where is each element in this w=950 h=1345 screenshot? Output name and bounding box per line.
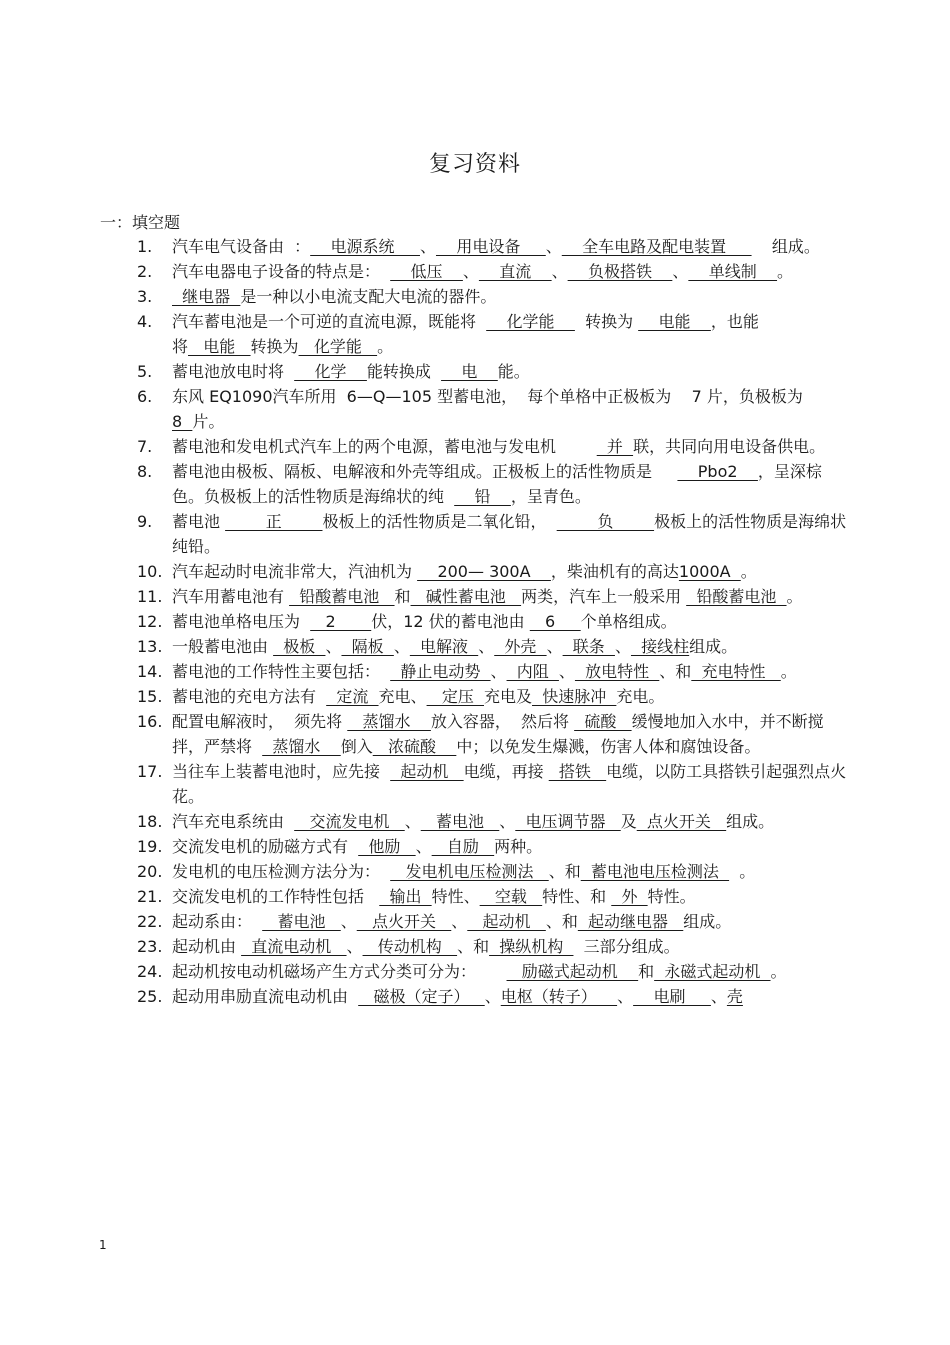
question-segment: 。: [377, 337, 394, 356]
question-number: 24.: [137, 962, 163, 981]
question-text: [172, 259, 848, 284]
answer-blank: 电: [441, 362, 498, 381]
question-segment: 蓄电池和发电机式汽车上的两个电源，蓄电池与发电机: [172, 437, 597, 456]
question-segment: 组成。: [726, 812, 775, 831]
question-text: [172, 309, 848, 359]
answer-blank: 电能: [188, 337, 251, 356]
answer-blank: 用电设备: [435, 237, 546, 256]
answer-blank: 传动机构: [362, 937, 458, 956]
answer-blank: 外壳: [494, 637, 547, 656]
question-text: [172, 984, 848, 1009]
question-segment: 片。: [192, 412, 225, 431]
answer-blank: 外: [611, 887, 648, 906]
question-segment: 、: [340, 912, 357, 931]
question-segment: 蓄电池: [172, 512, 226, 531]
question-segment: 起动机由: [172, 937, 242, 956]
question-text: [172, 284, 848, 309]
answer-blank: 全车电路及配电装置: [561, 237, 752, 256]
question-number: 17.: [137, 762, 163, 781]
question-number: 25.: [137, 987, 163, 1006]
answer-blank: 蒸馏水: [262, 737, 341, 756]
question-list: [0, 234, 950, 1009]
question-number: 20.: [137, 862, 163, 881]
question-segment: 、和: [659, 662, 692, 681]
answer-blank: 极板: [273, 637, 326, 656]
question-item: [0, 559, 950, 584]
question-item: [0, 809, 950, 834]
question-item: [0, 759, 950, 809]
answer-blank: 蒸馏水: [347, 712, 431, 731]
question-text: [172, 584, 848, 609]
answer-blank: 点火开关: [636, 812, 727, 831]
question-number: 15.: [137, 687, 163, 706]
question-text: [172, 659, 848, 684]
question-text: [172, 609, 848, 634]
question-segment: 倒入: [340, 737, 373, 756]
question-segment: 、: [346, 937, 363, 956]
answer-blank: 负极搭铁: [567, 262, 673, 281]
answer-blank: 硫酸: [574, 712, 632, 731]
answer-blank: 自励: [431, 837, 495, 856]
answer-blank: 电解液: [409, 637, 479, 656]
question-segment: 、: [490, 662, 507, 681]
question-segment: 蓄电池的工作特性主要包括：: [172, 662, 391, 681]
question-item: [0, 259, 950, 284]
answer-blank: 负: [556, 512, 655, 531]
question-text: [172, 684, 848, 709]
answer-blank: 铅酸蓄电池: [686, 587, 787, 606]
question-item: [0, 684, 950, 709]
question-text: [172, 709, 848, 759]
question-segment: 充电。: [616, 687, 665, 706]
question-segment: 、: [546, 637, 563, 656]
question-segment: 转换为: [250, 337, 299, 356]
answer-blank: 充电特性: [691, 662, 781, 681]
question-segment: ，呈青色。: [510, 487, 591, 506]
question-number: 18.: [137, 812, 163, 831]
question-segment: 极板上的活性物质是二氧化铅，: [322, 512, 557, 531]
question-segment: 交流发电机的励磁方式有: [172, 837, 359, 856]
question-segment: 起动系由：: [172, 912, 263, 931]
question-item: [0, 359, 950, 384]
question-segment: 、: [672, 262, 689, 281]
question-segment: 和: [394, 587, 411, 606]
answer-blank: 起动机: [467, 912, 546, 931]
answer-blank: 电枢（转子）: [500, 987, 618, 1006]
question-segment: 两种。: [494, 837, 543, 856]
answer-blank: 电刷: [633, 987, 711, 1006]
answer-blank: 起动继电器: [577, 912, 684, 931]
question-text: [172, 384, 848, 434]
question-number: 3.: [137, 287, 153, 306]
question-item: [0, 934, 950, 959]
question-segment: 、: [617, 987, 634, 1006]
question-segment: 、和: [548, 862, 581, 881]
question-segment: 、: [545, 237, 562, 256]
answer-blank: 内阻: [506, 662, 559, 681]
question-segment: 蓄电池单格电压为: [172, 612, 311, 631]
question-item: [0, 284, 950, 309]
question-number: 4.: [137, 312, 153, 331]
answer-blank: 低压: [390, 262, 463, 281]
question-number: 22.: [137, 912, 163, 931]
question-number: 23.: [137, 937, 163, 956]
question-segment: 充电、: [378, 687, 427, 706]
question-text: [172, 459, 848, 509]
question-number: 10.: [137, 562, 163, 581]
question-segment: 转换为: [574, 312, 639, 331]
question-segment: 蓄电池由极板、隔板、电解液和外壳等组成。正极板上的活性物质是: [172, 462, 678, 481]
answer-blank: 永磁式起动机: [654, 962, 771, 981]
question-text: [172, 859, 848, 884]
question-segment: 起动用串励直流电动机由: [172, 987, 359, 1006]
question-number: 14.: [137, 662, 163, 681]
question-segment: 特性、: [431, 887, 480, 906]
question-text: [172, 909, 848, 934]
question-item: [0, 859, 950, 884]
question-item: [0, 459, 950, 509]
question-text: [172, 559, 848, 584]
question-segment: 当往车上装蓄电池时，应先接: [172, 762, 391, 781]
question-number: 12.: [137, 612, 163, 631]
question-number: 16.: [137, 712, 163, 731]
question-segment: 伏，12 伏的蓄电池由: [371, 612, 530, 631]
question-segment: 、: [462, 262, 479, 281]
question-number: 2.: [137, 262, 153, 281]
question-number: 9.: [137, 512, 153, 531]
question-number: 11.: [137, 587, 163, 606]
question-segment: 组成。: [683, 912, 732, 931]
question-number: 7.: [137, 437, 153, 456]
question-segment: 、: [393, 637, 410, 656]
question-item: [0, 884, 950, 909]
question-segment: 特性、和: [542, 887, 612, 906]
question-segment: 两类，汽车上一般采用: [521, 587, 687, 606]
question-item: [0, 834, 950, 859]
question-item: [0, 509, 950, 559]
answer-blank: 正: [225, 512, 323, 531]
question-item: [0, 234, 950, 259]
answer-blank: 静止电动势: [390, 662, 491, 681]
answer-blank: 化学能: [486, 312, 575, 331]
question-number: 13.: [137, 637, 163, 656]
answer-blank: 壳: [726, 987, 743, 1006]
answer-blank: 定压: [426, 687, 484, 706]
question-segment: 电缆，再接: [463, 762, 549, 781]
answer-blank: 200— 300A: [417, 562, 551, 581]
question-segment: 组成。: [689, 637, 738, 656]
question-text: [172, 634, 848, 659]
answer-blank: 联条: [562, 637, 615, 656]
question-segment: 中；以免发生爆溅，伤害人体和腐蚀设备。: [456, 737, 761, 756]
question-text: [172, 884, 848, 909]
answer-blank: 8: [172, 412, 193, 431]
question-text: [172, 759, 848, 809]
question-item: [0, 709, 950, 759]
question-number: 19.: [137, 837, 163, 856]
answer-blank: 磁极（定子）: [358, 987, 485, 1006]
answer-blank: 隔板: [341, 637, 394, 656]
answer-blank: 化学能: [298, 337, 378, 356]
question-item: [0, 309, 950, 359]
question-text: [172, 359, 848, 384]
question-item: [0, 609, 950, 634]
question-segment: ，也能将: [172, 312, 759, 356]
answer-blank: 蓄电池电压检测法: [580, 862, 730, 881]
question-number: 6.: [137, 387, 153, 406]
question-segment: 能转换成: [366, 362, 442, 381]
question-segment: 、: [614, 637, 631, 656]
question-segment: 、: [710, 987, 727, 1006]
answer-blank: 电源系统: [310, 237, 420, 256]
question-segment: 是一种以小电流支配大电流的器件。: [240, 287, 497, 306]
question-item: [0, 959, 950, 984]
answer-blank: 励磁式起动机: [506, 962, 639, 981]
question-segment: ，柴油机有的高达: [550, 562, 679, 581]
answer-blank: 发电机电压检测法: [390, 862, 549, 881]
answer-blank: 继电器: [172, 287, 241, 306]
question-text: [172, 934, 848, 959]
question-text: [172, 834, 848, 859]
question-segment: 。: [740, 562, 757, 581]
answer-blank: 单线制: [688, 262, 778, 281]
answer-blank: 电能: [638, 312, 711, 331]
answer-blank: 定流: [326, 687, 379, 706]
question-segment: ，呈深棕色。负极板上的活性物质是海绵状的纯: [172, 462, 822, 506]
question-segment: 汽车充电系统由: [172, 812, 295, 831]
question-segment: 起动机按电动机磁场产生方式分类可分为：: [172, 962, 507, 981]
question-segment: 汽车起动时电流非常大，汽油机为: [172, 562, 418, 581]
answer-blank: 6: [529, 612, 581, 631]
question-segment: 发电机的电压检测方法分为：: [172, 862, 391, 881]
question-segment: 、: [499, 812, 516, 831]
answer-blank: 碱性蓄电池: [410, 587, 522, 606]
question-item: [0, 984, 950, 1009]
question-text: [172, 809, 848, 834]
question-segment: 、: [484, 987, 501, 1006]
question-segment: 三部分组成。: [573, 937, 680, 956]
question-item: [0, 584, 950, 609]
question-segment: 及: [620, 812, 637, 831]
answer-blank: 并: [596, 437, 634, 456]
question-segment: 能。: [497, 362, 530, 381]
question-item: [0, 434, 950, 459]
question-text: [172, 509, 848, 559]
answer-blank: 他励: [358, 837, 416, 856]
answer-blank: 化学: [294, 362, 367, 381]
answer-blank: 交流发电机: [294, 812, 405, 831]
question-segment: 蓄电池的充电方法有: [172, 687, 327, 706]
question-segment: 东风 EQ1090汽车所用 6—Q—105 型蓄电池， 每个单格中正极板为 7 片，负极板为: [172, 387, 808, 406]
answer-blank: 蓄电池: [262, 912, 341, 931]
question-number: 5.: [137, 362, 153, 381]
question-segment: 特性。: [647, 887, 696, 906]
question-item: [0, 659, 950, 684]
page-number: 1: [99, 1238, 107, 1252]
question-segment: 和: [638, 962, 655, 981]
question-segment: 、: [404, 812, 421, 831]
answer-blank: 直流电动机: [241, 937, 347, 956]
question-segment: 、: [551, 262, 568, 281]
question-segment: 放入容器， 然后将: [430, 712, 575, 731]
question-segment: 蓄电池放电时将: [172, 362, 295, 381]
answer-blank: 空载: [479, 887, 543, 906]
section-heading: 一：填空题: [100, 213, 181, 232]
question-segment: 配置电解液时， 须先将: [172, 712, 348, 731]
question-segment: 一般蓄电池由: [172, 637, 274, 656]
question-segment: 联，共同向用电设备供电。: [633, 437, 826, 456]
question-segment: 。: [777, 262, 794, 281]
question-number: 1.: [137, 237, 153, 256]
answer-blank: 接线柱: [630, 637, 690, 656]
answer-blank: 搭铁: [548, 762, 607, 781]
question-segment: 。: [770, 962, 787, 981]
question-segment: 交流发电机的工作特性包括: [172, 887, 380, 906]
question-text: [172, 959, 848, 984]
question-segment: 汽车蓄电池是一个可逆的直流电源，既能将: [172, 312, 487, 331]
question-segment: 、: [325, 637, 342, 656]
question-segment: 汽车用蓄电池有: [172, 587, 290, 606]
answer-blank: 铅酸蓄电池: [289, 587, 395, 606]
answer-blank: 电压调节器: [515, 812, 621, 831]
answer-blank: 蓄电池: [420, 812, 500, 831]
answer-blank: 快速脉冲: [532, 687, 617, 706]
question-segment: 电缆，以防工具搭铁引起强烈点火花。: [172, 762, 847, 806]
answer-blank: 放电特性: [574, 662, 660, 681]
answer-blank: 点火开关: [356, 912, 452, 931]
answer-blank: 直流: [478, 262, 552, 281]
question-segment: 。: [780, 662, 797, 681]
question-segment: 充电及: [484, 687, 533, 706]
question-segment: 、和: [545, 912, 578, 931]
answer-blank: 2: [310, 612, 372, 631]
answer-blank: 操纵机构: [489, 937, 574, 956]
question-text: [172, 234, 848, 259]
question-item: [0, 634, 950, 659]
question-segment: 缓慢地加入水中，并不断搅拌，严禁将: [172, 712, 824, 756]
question-number: 8.: [137, 462, 153, 481]
page-title: 复习资料: [428, 152, 521, 177]
question-segment: 组成。: [751, 237, 820, 256]
answer-blank: 浓硫酸: [372, 737, 457, 756]
question-number: 21.: [137, 887, 163, 906]
question-item: [0, 909, 950, 934]
question-segment: 、: [558, 662, 575, 681]
question-segment: 、: [478, 637, 495, 656]
answer-blank: 铅: [454, 487, 511, 506]
question-item: [0, 384, 950, 434]
answer-blank: Pbo2: [677, 462, 758, 481]
question-segment: 汽车电器电子设备的特点是：: [172, 262, 391, 281]
question-segment: 、: [419, 237, 436, 256]
question-segment: 。: [729, 862, 756, 881]
answer-blank: 1000A: [678, 562, 741, 581]
question-segment: 、和: [457, 937, 490, 956]
question-segment: 、: [415, 837, 432, 856]
question-text: [172, 434, 848, 459]
question-segment: 、: [451, 912, 468, 931]
question-segment: 。: [786, 587, 803, 606]
answer-blank: 起动机: [390, 762, 464, 781]
question-segment: 极板上的活性物质是海绵状纯铅。: [172, 512, 847, 556]
question-segment: 汽车电气设备由 ：: [172, 237, 311, 256]
question-segment: 个单格组成。: [580, 612, 677, 631]
answer-blank: 输出: [379, 887, 432, 906]
